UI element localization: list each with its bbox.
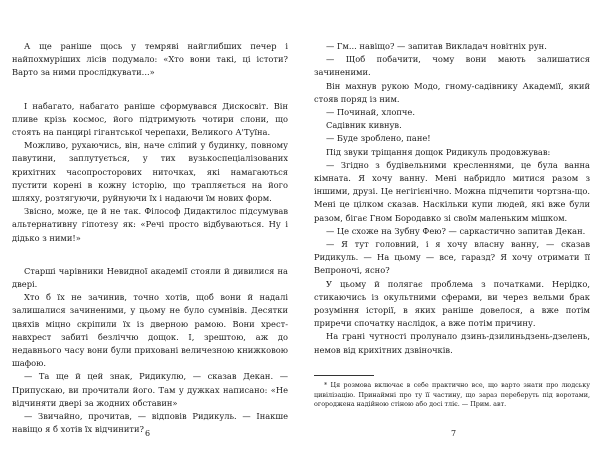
paragraph: — Це схоже на Зубну Фею? — саркастично запитав Декан. bbox=[326, 225, 586, 236]
paragraph: Звісно, може, це й не так. Філософ Дидактилос підсумував альтернативну гіпотезу як: «Речі просто відбуваються. Ну і дідько з ними!» bbox=[12, 206, 288, 243]
paragraph: Можливо, рухаючись, він, наче сліпий у будинку, повному павутини, заплутується, у тих вузькоспеціалізованих крихітних часопросторових ниточках, які намагаються пустити корені в кожну історію, що трапляється на його шляху, розтягуючи, руйнуючи їх і надаючи їм нових форм. bbox=[12, 140, 288, 204]
paragraph: Старші чарівники Невидної академії стояли й дивилися на двері. bbox=[12, 265, 288, 290]
page-number: 6 bbox=[145, 429, 151, 438]
paragraph: Садівник кивнув. bbox=[326, 120, 402, 131]
footnote: * Ця розмова включає в себе практично все, що варто знати про людську цивілізацію. Принаймні про ту її частину, що зараз переберуть під воротами, огороджена надійною стіною або досі тліє. — Прим. авт. bbox=[314, 381, 590, 409]
paragraph: — Починай, хлопче. bbox=[326, 107, 415, 118]
right-page bbox=[300, 0, 600, 467]
paragraph: — Звичайно, прочитав, — відповів Ридикуль. — Інакше навіщо я б хотів їх відчинити? bbox=[12, 411, 288, 435]
paragraph: І набагато, набагато раніше сформувався Дискосвіт. Він пливе крізь космос, його підтримують чотири слони, що стоять на панцирі гігантської черепахи, Великого А'Туїна. bbox=[12, 100, 288, 138]
paragraph: — Та ще й цей знак, Ридикулю, — сказав Декан. — Припускаю, ви прочитали його. Там у дужках написано: «Не відчиняти двері за жодних обставин» bbox=[12, 371, 288, 408]
paragraph: — Я тут головний, і я хочу власну ванну, — сказав Ридикуль. — На цьому — все, гаразд? Я хочу отримати її Вепроночі, ясно? bbox=[314, 239, 590, 276]
paragraph: На грані чутності пролунало дзинь-дзилиньдзень-дзелень, немов від крихітних дзвіночків. bbox=[314, 331, 590, 355]
paragraph: Під звуки тріщання дощок Ридикуль продовжував: bbox=[326, 146, 551, 157]
left-page-text bbox=[12, 40, 288, 436]
paragraph: — Буде зроблено, пане! bbox=[326, 133, 431, 144]
page-number: 7 bbox=[451, 429, 457, 438]
paragraph: — Згідно з будівельними кресленнями, це була ванна кімната. Я хочу ванну. Мені набридло митися разом з іншими, друзі. Це негігієнічно. Можна підчепити чортзна-що. Мені це цілком сказав. Наскільки купи людей, які вже були разом, бігає Гном Бородавко зі своїм маленьким мішком. bbox=[314, 159, 590, 223]
paragraph: Хто б їх не зачинив, точно хотів, щоб вони й надалі залишалися зачиненими, у цьому не було сумнівів. Десятки цвяхів міцно скріпили їх із дверною рамою. Вони хрест-навхрест забиті безліччю дощок. І, зрештою, аж до недавнього часу вони були приховані величезною книжковою шафою. bbox=[12, 292, 288, 369]
right-page-text bbox=[314, 40, 590, 357]
paragraph: — Гм... навіщо? — запитав Викладач новітніх рун. bbox=[326, 41, 547, 51]
paragraph: Він махнув рукою Модо, гному-садівнику Академії, який стояв поряд із ним. bbox=[314, 80, 590, 104]
paragraph: А ще раніше щось у темряві найглибших печер і найпохмуріших лісів подумало: «Хто вони такі, ці істоти? Варто за ними прослідкувати...» bbox=[12, 41, 288, 78]
footnote-divider bbox=[314, 375, 374, 376]
paragraph: — Щоб побачити, чому вони мають залишатися зачиненими. bbox=[314, 54, 590, 78]
paragraph: У цьому й полягає проблема з початками. Нерідко, стикаючись із окультними сферами, ви через вельми брак розуміння історії, в яких раніше довелося, а вже потім приречи спочатку наслідок, а вже потім причину. bbox=[314, 278, 590, 329]
